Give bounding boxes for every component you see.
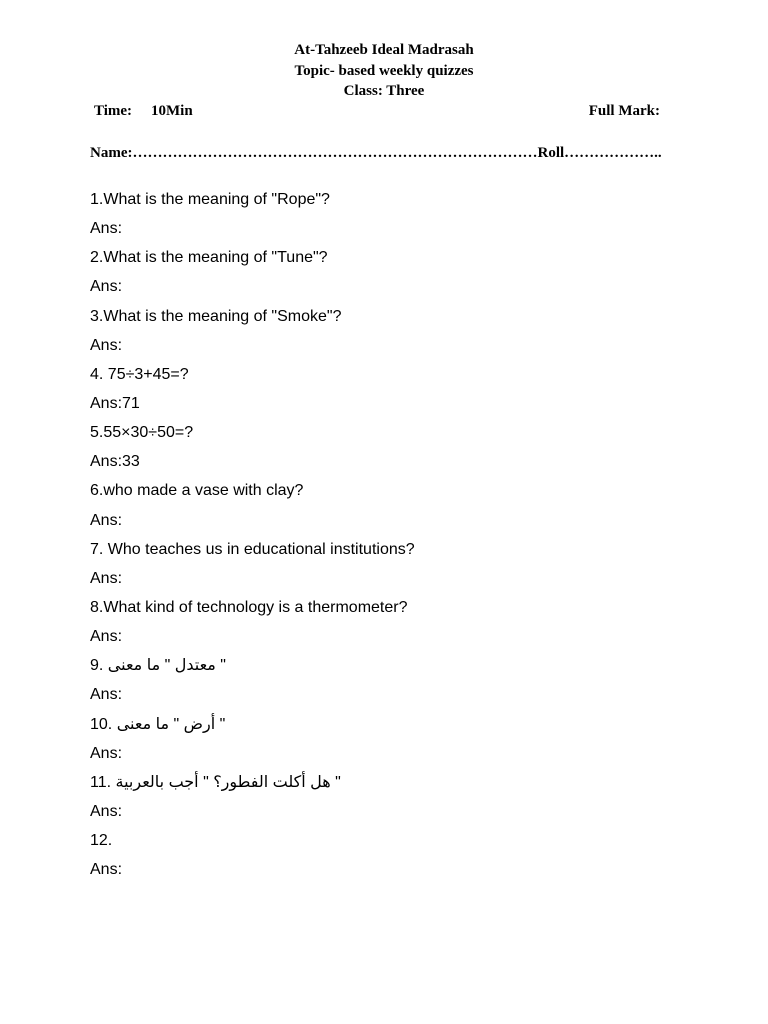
class-label: Class: Three xyxy=(343,83,425,99)
answer-8: Ans: xyxy=(90,628,123,646)
name-roll-line: Name:………………………………………………………………………Roll……………….. xyxy=(90,145,662,161)
question-9-text: " معتدل " ما معنى xyxy=(107,657,226,675)
document-header xyxy=(0,40,768,102)
question-1: 1.What is the meaning of "Rope"? xyxy=(90,191,330,208)
answer-11: Ans: xyxy=(90,802,123,820)
question-7: 7. Who teaches us in educational institutions? xyxy=(90,540,415,558)
question-10-number: 10. xyxy=(90,715,113,733)
question-11-text: " هل أكلت الفطور؟ " أجب بالعربية xyxy=(115,773,341,791)
question-12: 12. xyxy=(90,832,113,850)
question-5: 5.55×30÷50=? xyxy=(90,424,194,442)
question-11 xyxy=(90,772,690,801)
question-9 xyxy=(90,655,690,684)
question-10-text: " أرض " ما معنى xyxy=(116,715,226,733)
question-3: 3.What is the meaning of "Smoke"? xyxy=(90,307,342,325)
answer-10: Ans: xyxy=(90,744,123,762)
answer-12: Ans: xyxy=(90,861,123,879)
answer-2: Ans: xyxy=(90,278,123,296)
time-and-marks-row xyxy=(94,101,660,121)
question-list xyxy=(90,189,690,888)
answer-6: Ans: xyxy=(90,511,123,529)
answer-4: Ans:71 xyxy=(90,394,140,412)
answer-7: Ans: xyxy=(90,569,123,587)
answer-3: Ans: xyxy=(90,336,123,354)
answer-9: Ans: xyxy=(90,686,123,704)
question-4: 4. 75÷3+45=? xyxy=(90,365,189,383)
school-name: At-Tahzeeb Ideal Madrasah xyxy=(294,42,474,58)
time-value: 10Min xyxy=(151,103,193,119)
question-2: 2.What is the meaning of "Tune"? xyxy=(90,249,328,267)
full-mark-label: Full Mark: xyxy=(588,103,660,119)
time-label: Time: xyxy=(94,103,133,119)
question-6: 6.who made a vase with clay? xyxy=(90,482,304,500)
question-11-number: 11. xyxy=(90,773,112,791)
answer-1: Ans: xyxy=(90,220,123,238)
question-9-number: 9. xyxy=(90,657,104,675)
quiz-topic: Topic- based weekly quizzes xyxy=(294,62,474,79)
question-10 xyxy=(90,714,690,743)
question-8: 8.What kind of technology is a thermometer? xyxy=(90,598,408,616)
answer-5: Ans:33 xyxy=(90,453,140,471)
